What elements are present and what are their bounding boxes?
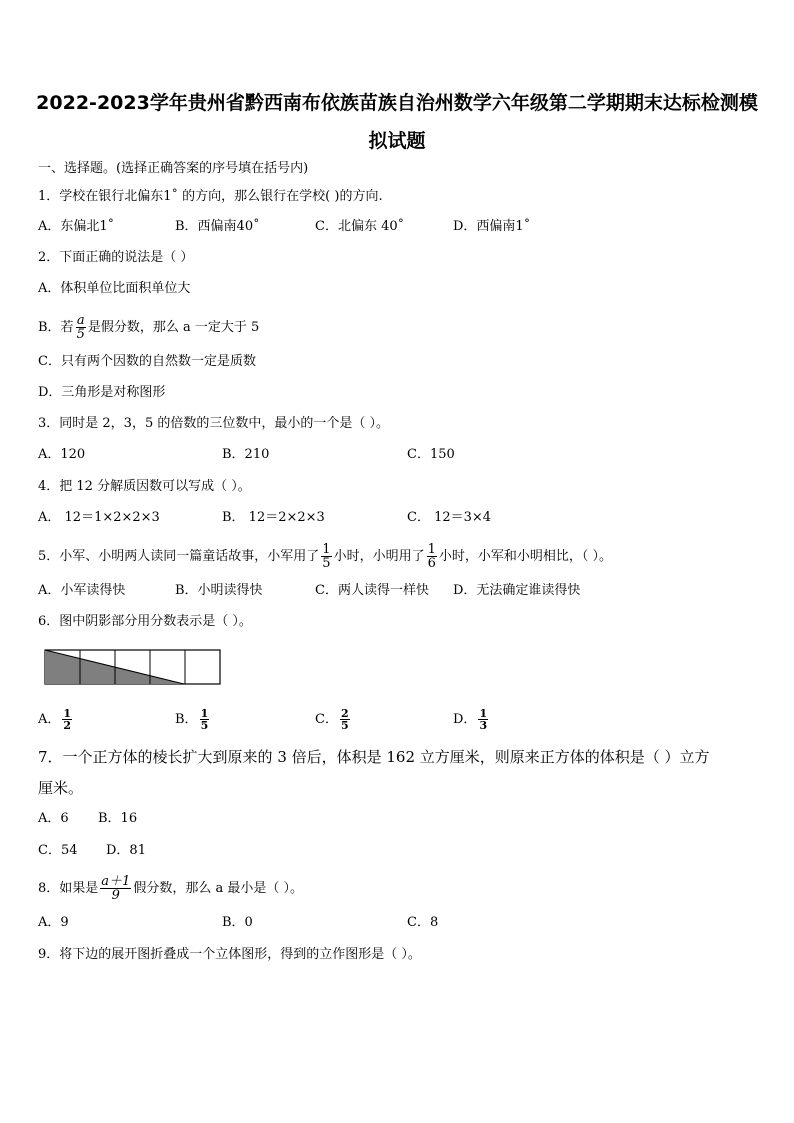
q6-shaded-strip-figure	[44, 648, 222, 686]
q8-option-a: A．9	[38, 915, 69, 930]
q6-option-b-fraction	[200, 708, 210, 731]
q2-option-a: A．体积单位比面积单位大	[38, 281, 191, 296]
question-9-stem: 9．将下边的展开图折叠成一个立体图形，得到的立作图形是（ ）。	[38, 947, 421, 962]
q6-c-denominator: 5	[340, 719, 349, 732]
q5-option-a: A．小军读得快	[38, 583, 126, 598]
q4-option-b: B． 12＝2×2×3	[222, 510, 325, 525]
q1-option-b: B．西偏南40˚	[175, 219, 260, 234]
q2-fraction	[76, 314, 86, 341]
q6-option-a-label: A．	[38, 712, 61, 727]
q6-option-c-fraction	[340, 708, 350, 731]
q2-option-b-suffix: 是假分数，那么 a 一定大于 5	[87, 320, 260, 335]
question-6-stem: 6．图中阴影部分用分数表示是（ ）。	[38, 614, 252, 629]
q5-fraction-2	[427, 543, 437, 570]
q4-option-c: C． 12＝3×4	[407, 510, 492, 525]
q5-stem-part3: 小时，小军和小明相比，（ ）。	[438, 549, 612, 564]
q7-option-b: B．16	[98, 811, 138, 826]
question-5-stem	[38, 543, 612, 570]
q5-option-d: D．无法确定谁读得快	[453, 583, 581, 598]
q2-option-d: D．三角形是对称图形	[38, 385, 166, 400]
q8-stem-part1: 8．如果是	[38, 881, 99, 896]
q1-option-c: C．北偏东 40˚	[315, 219, 405, 234]
q5-stem-part2: 小时，小明用了	[333, 549, 425, 564]
q6-option-b	[175, 708, 211, 731]
q2-option-b	[38, 314, 259, 341]
q7-option-d: D．81	[106, 843, 146, 858]
q6-c-numerator: 2	[340, 707, 349, 720]
q8-fraction-numerator: a＋1	[101, 874, 131, 889]
q2-option-b-prefix: B．若	[38, 320, 74, 335]
q3-option-c: C．150	[407, 447, 455, 462]
q8-stem-part2: 假分数，那么 a 最小是（ ）。	[133, 881, 303, 896]
question-7-stem-line1: 7．一个正方体的棱长扩大到原来的 3 倍后，体积是 162 立方厘米，则原来正方体的体积是（ ）立方	[38, 748, 710, 766]
q1-option-d: D．西偏南1˚	[453, 219, 531, 234]
q8-fraction	[100, 875, 131, 902]
q6-a-numerator: 1	[63, 707, 72, 720]
question-1-stem: 1．学校在银行北偏东1˚ 的方向，那么银行在学校( )的方向.	[38, 189, 383, 204]
q1-option-a: A．东偏北1˚	[38, 219, 115, 234]
q8-fraction-denominator: 9	[100, 888, 131, 902]
q5-fraction-2-numerator: 1	[427, 542, 436, 557]
q8-option-c: C．8	[407, 915, 439, 930]
question-3-stem: 3．同时是 2，3，5 的倍数的三位数中，最小的一个是（ ）。	[38, 416, 389, 431]
q6-option-b-label: B．	[175, 712, 198, 727]
q5-fraction-1-denominator: 5	[322, 556, 331, 571]
q6-d-numerator: 1	[479, 707, 488, 720]
q6-option-d	[453, 708, 490, 731]
q6-d-denominator: 3	[479, 719, 488, 732]
q6-option-d-fraction	[478, 708, 488, 731]
q4-option-a: A． 12＝1×2×2×3	[38, 510, 160, 525]
q6-b-denominator: 5	[200, 719, 209, 732]
q3-option-a: A．120	[38, 447, 86, 462]
section-heading: 一、选择题。(选择正确答案的序号填在括号内)	[38, 161, 309, 176]
question-8-stem	[38, 875, 303, 902]
q6-option-c	[315, 708, 352, 731]
q5-stem-part1: 5．小军、小明两人读同一篇童话故事，小军用了	[38, 549, 320, 564]
question-2-stem: 2．下面正确的说法是（ ）	[38, 250, 194, 265]
q6-option-d-label: D．	[453, 712, 477, 727]
q7-option-c: C．54	[38, 843, 78, 858]
q2-fraction-numerator: a	[76, 313, 85, 328]
q8-option-b: B．0	[222, 915, 253, 930]
q6-option-c-label: C．	[315, 712, 338, 727]
q3-option-b: B．210	[222, 447, 270, 462]
q2-fraction-denominator: 5	[76, 327, 85, 342]
q6-b-numerator: 1	[200, 707, 209, 720]
q5-option-c: C．两人读得一样快	[315, 583, 429, 598]
question-4-stem: 4．把 12 分解质因数可以写成（ ）。	[38, 479, 251, 494]
q5-option-b: B．小明读得快	[175, 583, 263, 598]
q6-option-a	[38, 708, 74, 731]
paper-title-line2: 拟试题	[368, 130, 426, 152]
q5-fraction-2-denominator: 6	[427, 556, 436, 571]
q5-fraction-1-numerator: 1	[322, 542, 331, 557]
q6-option-a-fraction	[62, 708, 72, 731]
q5-fraction-1	[321, 543, 331, 570]
q6-a-denominator: 2	[63, 719, 72, 732]
q2-option-c: C．只有两个因数的自然数一定是质数	[38, 354, 256, 369]
paper-title-line1: 2022-2023学年贵州省黔西南布依族苗族自治州数学六年级第二学期期末达标检测模	[36, 92, 758, 114]
q7-option-a: A．6	[38, 811, 69, 826]
question-7-stem-line2: 厘米。	[38, 779, 84, 797]
